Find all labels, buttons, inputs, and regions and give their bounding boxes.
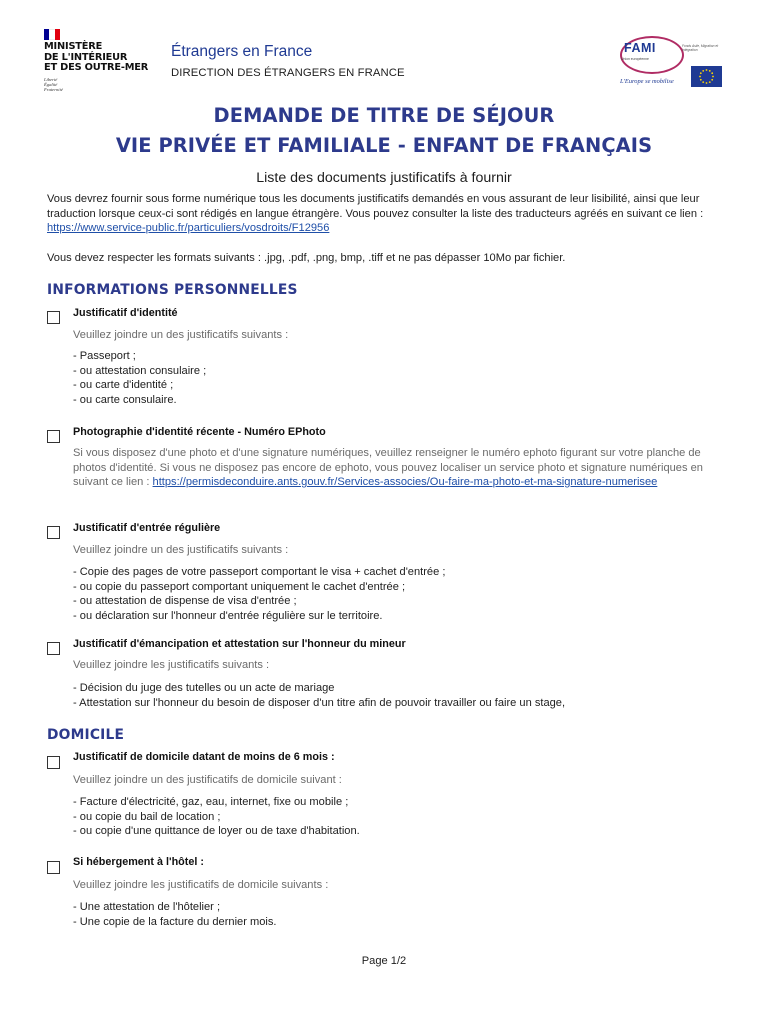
service-name: Étrangers en France (171, 43, 313, 60)
photo-note-text: Si vous disposez d'une photo et d'une signature numériques, veuillez renseigner le numéro ephoto figurant sur votre planche de photos d'identité. Si vous ne disposez pas encore de ephoto, vous pouvez localiser un service photo et signature numériques en suivant ce lien : (73, 447, 703, 488)
fami-tagline: L'Europe se mobilise (620, 78, 674, 85)
fami-subtitle: Union européenne (621, 57, 649, 61)
item-list-hotel (73, 900, 723, 929)
item-list-identity (73, 349, 723, 407)
intro-text: Vous devrez fournir sous forme numérique tous les documents justificatifs demandés en vous assurant de leur lisibilité, ainsi que leur traduction lorsque ceux-ci sont rédigés en langue étrangère. Vous pouvez consulter la liste des traducteurs agréés en suivant ce lien : (47, 193, 704, 220)
item-note-identity: Veuillez joindre un des justificatifs suivants : (73, 329, 289, 341)
document-header (0, 0, 768, 100)
document-subtitle: Liste des documents justificatifs à fournir (256, 170, 512, 186)
list-item: - Décision du juge des tutelles ou un acte de mariage (73, 682, 335, 694)
republic-motto: Liberté Égalité Fraternité (44, 76, 63, 92)
document-title-line2: VIE PRIVÉE ET FAMILIALE - ENFANT DE FRANÇAIS (115, 134, 653, 157)
item-list-emancipation (73, 681, 723, 710)
checkbox-hotel[interactable] (47, 861, 60, 874)
fami-logo-text: FAMI (624, 41, 656, 55)
item-title-domicile: Justificatif de domicile datant de moins de 6 mois : (73, 751, 335, 763)
section-heading-domicile: DOMICILE (47, 727, 125, 743)
list-item: - ou attestation de dispense de visa d'entrée ; (73, 595, 297, 607)
formats-paragraph: Vous devez respecter les formats suivants : .jpg, .pdf, .png, bmp, .tiff et ne pas dépasser 10Mo par fichier. (47, 252, 566, 264)
list-item: - ou attestation consulaire ; (73, 364, 207, 377)
item-note-domicile: Veuillez joindre un des justificatifs de domicile suivant : (73, 774, 342, 786)
document-title-line1: DEMANDE DE TITRE DE SÉJOUR (213, 104, 555, 127)
item-title-photo: Photographie d'identité récente - Numéro EPhoto (73, 426, 326, 438)
checkbox-entry[interactable] (47, 526, 60, 539)
service-direction: DIRECTION DES ÉTRANGERS EN FRANCE (171, 67, 405, 79)
item-title-entry: Justificatif d'entrée régulière (73, 522, 221, 534)
checkbox-photo[interactable] (47, 430, 60, 443)
list-item: - Une attestation de l'hôtelier ; (73, 901, 221, 913)
item-list-entry (73, 565, 723, 623)
fami-logo (618, 34, 726, 90)
list-item: - ou copie d'une quittance de loyer ou de taxe d'habitation. (73, 825, 360, 837)
list-item: - ou copie du bail de location ; (73, 810, 221, 823)
list-item: - Copie des pages de votre passeport comportant le visa + cachet d'entrée ; (73, 566, 446, 578)
list-item: - ou carte d'identité ; (73, 379, 174, 391)
fami-description: Fonds Asile, Migration et Intégration (682, 44, 719, 52)
ephoto-link[interactable]: https://permisdeconduire.ants.gouv.fr/Services-associes/Ou-faire-ma-photo-et-ma-signature-numerisee (152, 476, 658, 488)
ministry-name: MINISTÈRE DE L'INTÉRIEUR ET DES OUTRE-MER (44, 41, 149, 73)
list-item: - Facture d'électricité, gaz, eau, internet, fixe ou mobile ; (73, 796, 349, 808)
ministry-logo (44, 29, 159, 92)
item-list-domicile (73, 795, 723, 839)
item-note-entry: Veuillez joindre un des justificatifs suivants : (73, 544, 289, 556)
list-item: - Une copie de la facture du dernier mois. (73, 915, 277, 928)
page-number: Page 1/2 (361, 955, 407, 967)
intro-paragraph (47, 192, 727, 236)
list-item: - ou copie du passeport comportant uniquement le cachet d'entrée ; (73, 580, 406, 593)
eu-flag-icon (691, 66, 722, 87)
checkbox-emancipation[interactable] (47, 642, 60, 655)
item-title-emancipation: Justificatif d'émancipation et attestation sur l'honneur du mineur (73, 638, 406, 650)
checkbox-identity[interactable] (47, 311, 60, 324)
checkbox-domicile[interactable] (47, 756, 60, 769)
item-title-hotel: Si hébergement à l'hôtel : (73, 856, 204, 868)
list-item: - ou déclaration sur l'honneur d'entrée régulière sur le territoire. (73, 609, 383, 622)
list-item: - Passeport ; (73, 350, 136, 362)
translators-link[interactable]: https://www.service-public.fr/particuliers/vosdroits/F12956 (47, 222, 330, 234)
french-flag-icon (44, 29, 60, 40)
list-item: - Attestation sur l'honneur du besoin de disposer d'un titre afin de pouvoir travailler ou faire un stage, (73, 696, 566, 709)
list-item: - ou carte consulaire. (73, 393, 177, 406)
item-note-hotel: Veuillez joindre les justificatifs de domicile suivants : (73, 879, 329, 891)
section-heading-personal-info: INFORMATIONS PERSONNELLES (47, 282, 298, 298)
item-title-identity: Justificatif d'identité (73, 307, 178, 319)
item-note-emancipation: Veuillez joindre les justificatifs suivants : (73, 659, 270, 671)
item-note-photo (73, 446, 723, 490)
